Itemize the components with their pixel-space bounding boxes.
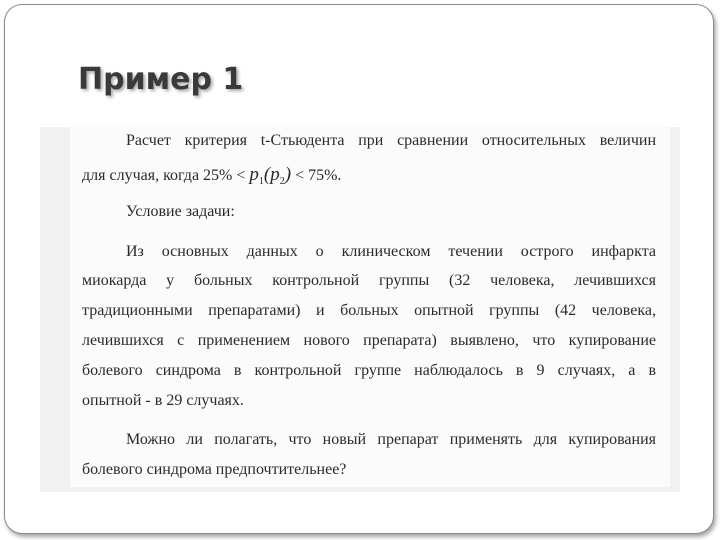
task-line-5: болевого синдрома в контрольной группе наблюдалось в 9 случаях, а в [82, 362, 656, 379]
question-line-1: Можно ли полагать, что новый препарат применять для купирования [126, 431, 656, 448]
intro-line-1: Расчет критерия t-Стьюдента при сравнении относительных величин [126, 132, 656, 149]
task-line-4: лечившихся с применением нового препарата) выявлено, что купирование [82, 332, 656, 349]
task-line-3: традиционными препаратами) и больных опытной группы (42 человека, [82, 302, 656, 319]
condition-heading: Условие задачи: [126, 203, 235, 220]
formula-p1-p2: $p_1(p_2)$ [249, 164, 292, 188]
intro-line-2-prefix: для случая, когда 25% < [82, 167, 246, 184]
question-line-2: болевого синдрома предпочтительнее? [82, 461, 347, 478]
task-line-6: опытной - в 29 случаях. [82, 392, 244, 409]
task-line-2: миокарда у больных контрольной группы (32 человека, лечившихся [82, 272, 656, 289]
task-line-1: Из основных данных о клиническом течении острого инфаркта [126, 243, 656, 260]
intro-line-2 [82, 164, 656, 187]
intro-line-2-suffix: < 75%. [295, 167, 342, 184]
slide-title: Пример 1 [78, 62, 244, 97]
